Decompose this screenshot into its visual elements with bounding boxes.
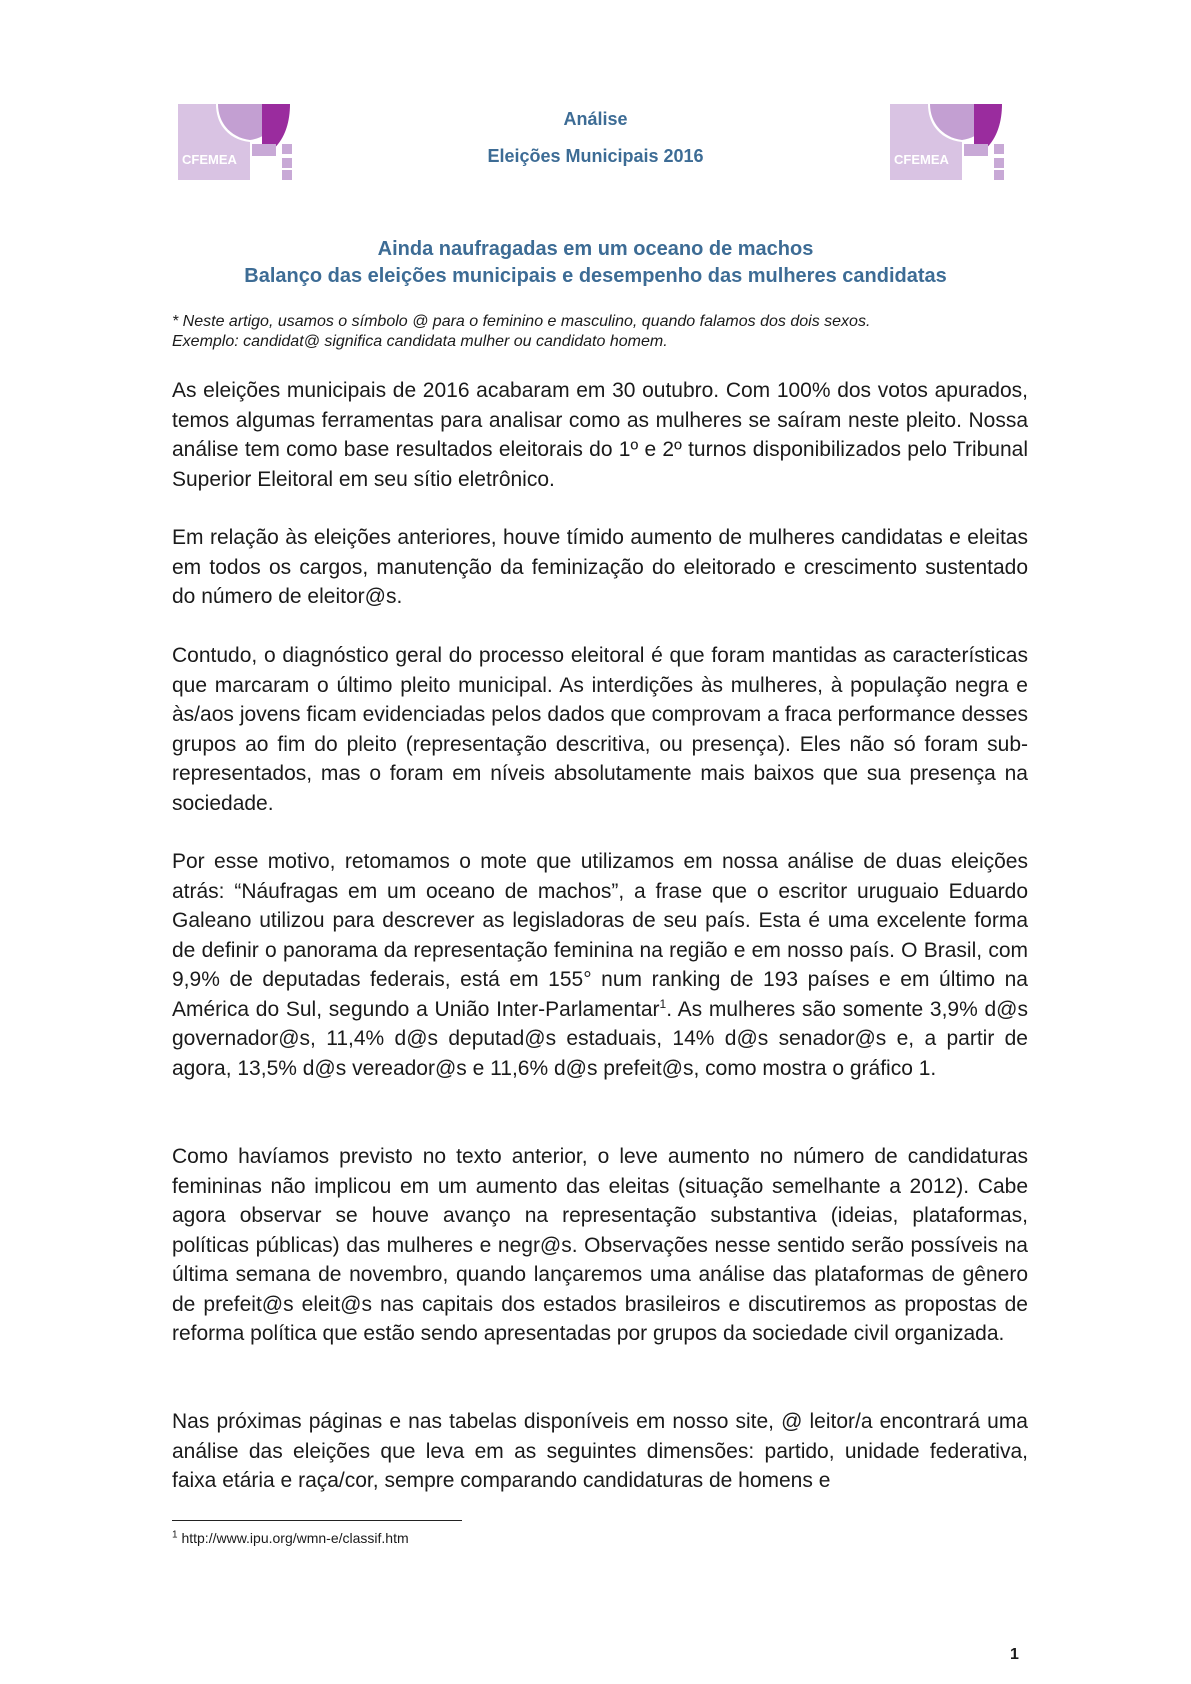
header-eleicoes: Eleições Municipais 2016 xyxy=(487,146,704,166)
article-title xyxy=(0,236,1191,290)
paragraph-4 xyxy=(172,847,1028,1083)
note-line-1: * Neste artigo, usamos o símbolo @ para o feminino e masculino, quando falamos dos dois sexos. xyxy=(172,313,871,330)
page-number: 1 xyxy=(1010,1646,1019,1663)
svg-text:CFEMEA: CFEMEA xyxy=(182,152,237,167)
paragraph-3: Contudo, o diagnóstico geral do processo eleitoral é que foram mantidas as características que marcaram o último pleito municipal. As interdições às mulheres, à população negra e às/aos jovens ficam evidenciadas pelos dados que comprovam a fraca performance desses grupos ao fim do pleito (representação descritiva, ou presença). Eles não só foram sub-representados, mas o foram em níveis absolutamente mais baixos que sua presença na sociedade. xyxy=(172,644,1028,815)
paragraph-6: Nas próximas páginas e nas tabelas disponíveis em nosso site, @ leitor/a encontrará uma análise das eleições que leva em as seguintes dimensões: partido, unidade federativa, faixa etária e raça/cor, sempre comparando candidaturas de homens e xyxy=(172,1410,1028,1492)
paragraph-4-part-b: . As mulheres são somente 3,9% d@s governador@s, 11,4% d@s deputad@s estaduais, 14% d@s senador@s e, a partir de agora, 13,5% d@s vereador@s e 11,6% d@s prefeit@s, como mostra o gráfico 1. xyxy=(172,997,1029,1080)
header-analise: Análise xyxy=(563,109,628,129)
paragraph-2: Em relação às eleições anteriores, houve tímido aumento de mulheres candidatas e eleitas em todos os cargos, manutenção da feminização do eleitorado e crescimento sustentado do número de eleitor@s. xyxy=(172,526,1028,608)
note-line-2: Exemplo: candidat@ significa candidata mulher ou candidato homem. xyxy=(172,333,668,350)
footnote-divider xyxy=(172,1520,462,1521)
footnote-marker: 1 xyxy=(172,1529,178,1541)
paragraph-5: Como havíamos previsto no texto anterior, o leve aumento no número de candidaturas femininas não implicou em um aumento das eleitas (situação semelhante a 2012). Cabe agora observar se houve avanço na representação substantiva (ideias, plataformas, políticas públicas) das mulheres e negr@s. Observações nesse sentido serão possíveis na última semana de novembro, quando lançaremos uma análise das plataformas de gênero de prefeit@s eleit@s nas capitais dos estados brasileiros e discutiremos as propostas de reforma política que estão sendo apresentadas por grupos da sociedade civil organizada. xyxy=(172,1145,1028,1345)
title-line-2: Balanço das eleições municipais e desempenho das mulheres candidatas xyxy=(244,265,947,287)
paragraph-1: As eleições municipais de 2016 acabaram em 30 outubro. Com 100% dos votos apurados, temos algumas ferramentas para analisar como as mulheres se saíram neste pleito. Nossa análise tem como base resultados eleitorais do 1º e 2º turnos disponibilizados pelo Tribunal Superior Eleitoral em seu sítio eletrônico. xyxy=(172,379,1028,491)
footnote-reference[interactable]: 1 xyxy=(659,996,667,1011)
footnote-link[interactable]: http://www.ipu.org/wmn-e/classif.htm xyxy=(177,1530,409,1546)
symbol-note xyxy=(172,312,1022,352)
footnote xyxy=(172,1530,409,1546)
svg-text:CFEMEA: CFEMEA xyxy=(894,152,949,167)
paragraph-4-part-a: Por esse motivo, retomamos o mote que utilizamos em nossa análise de duas eleições atrás: “Náufragas em um oceano de machos”, a frase que o escritor uruguaio Eduardo Galeano utilizou para descrever as legisladoras de seu país. Esta é uma excelente forma de definir o panorama da representação feminina na região e em nosso país. O Brasil, com 9,9% de deputadas federais, está em 155° num ranking de 193 países e em último na América do Sul, segundo a União Inter-Parlamentar xyxy=(172,850,1028,1021)
title-line-1: Ainda naufragadas em um oceano de machos xyxy=(377,238,814,260)
